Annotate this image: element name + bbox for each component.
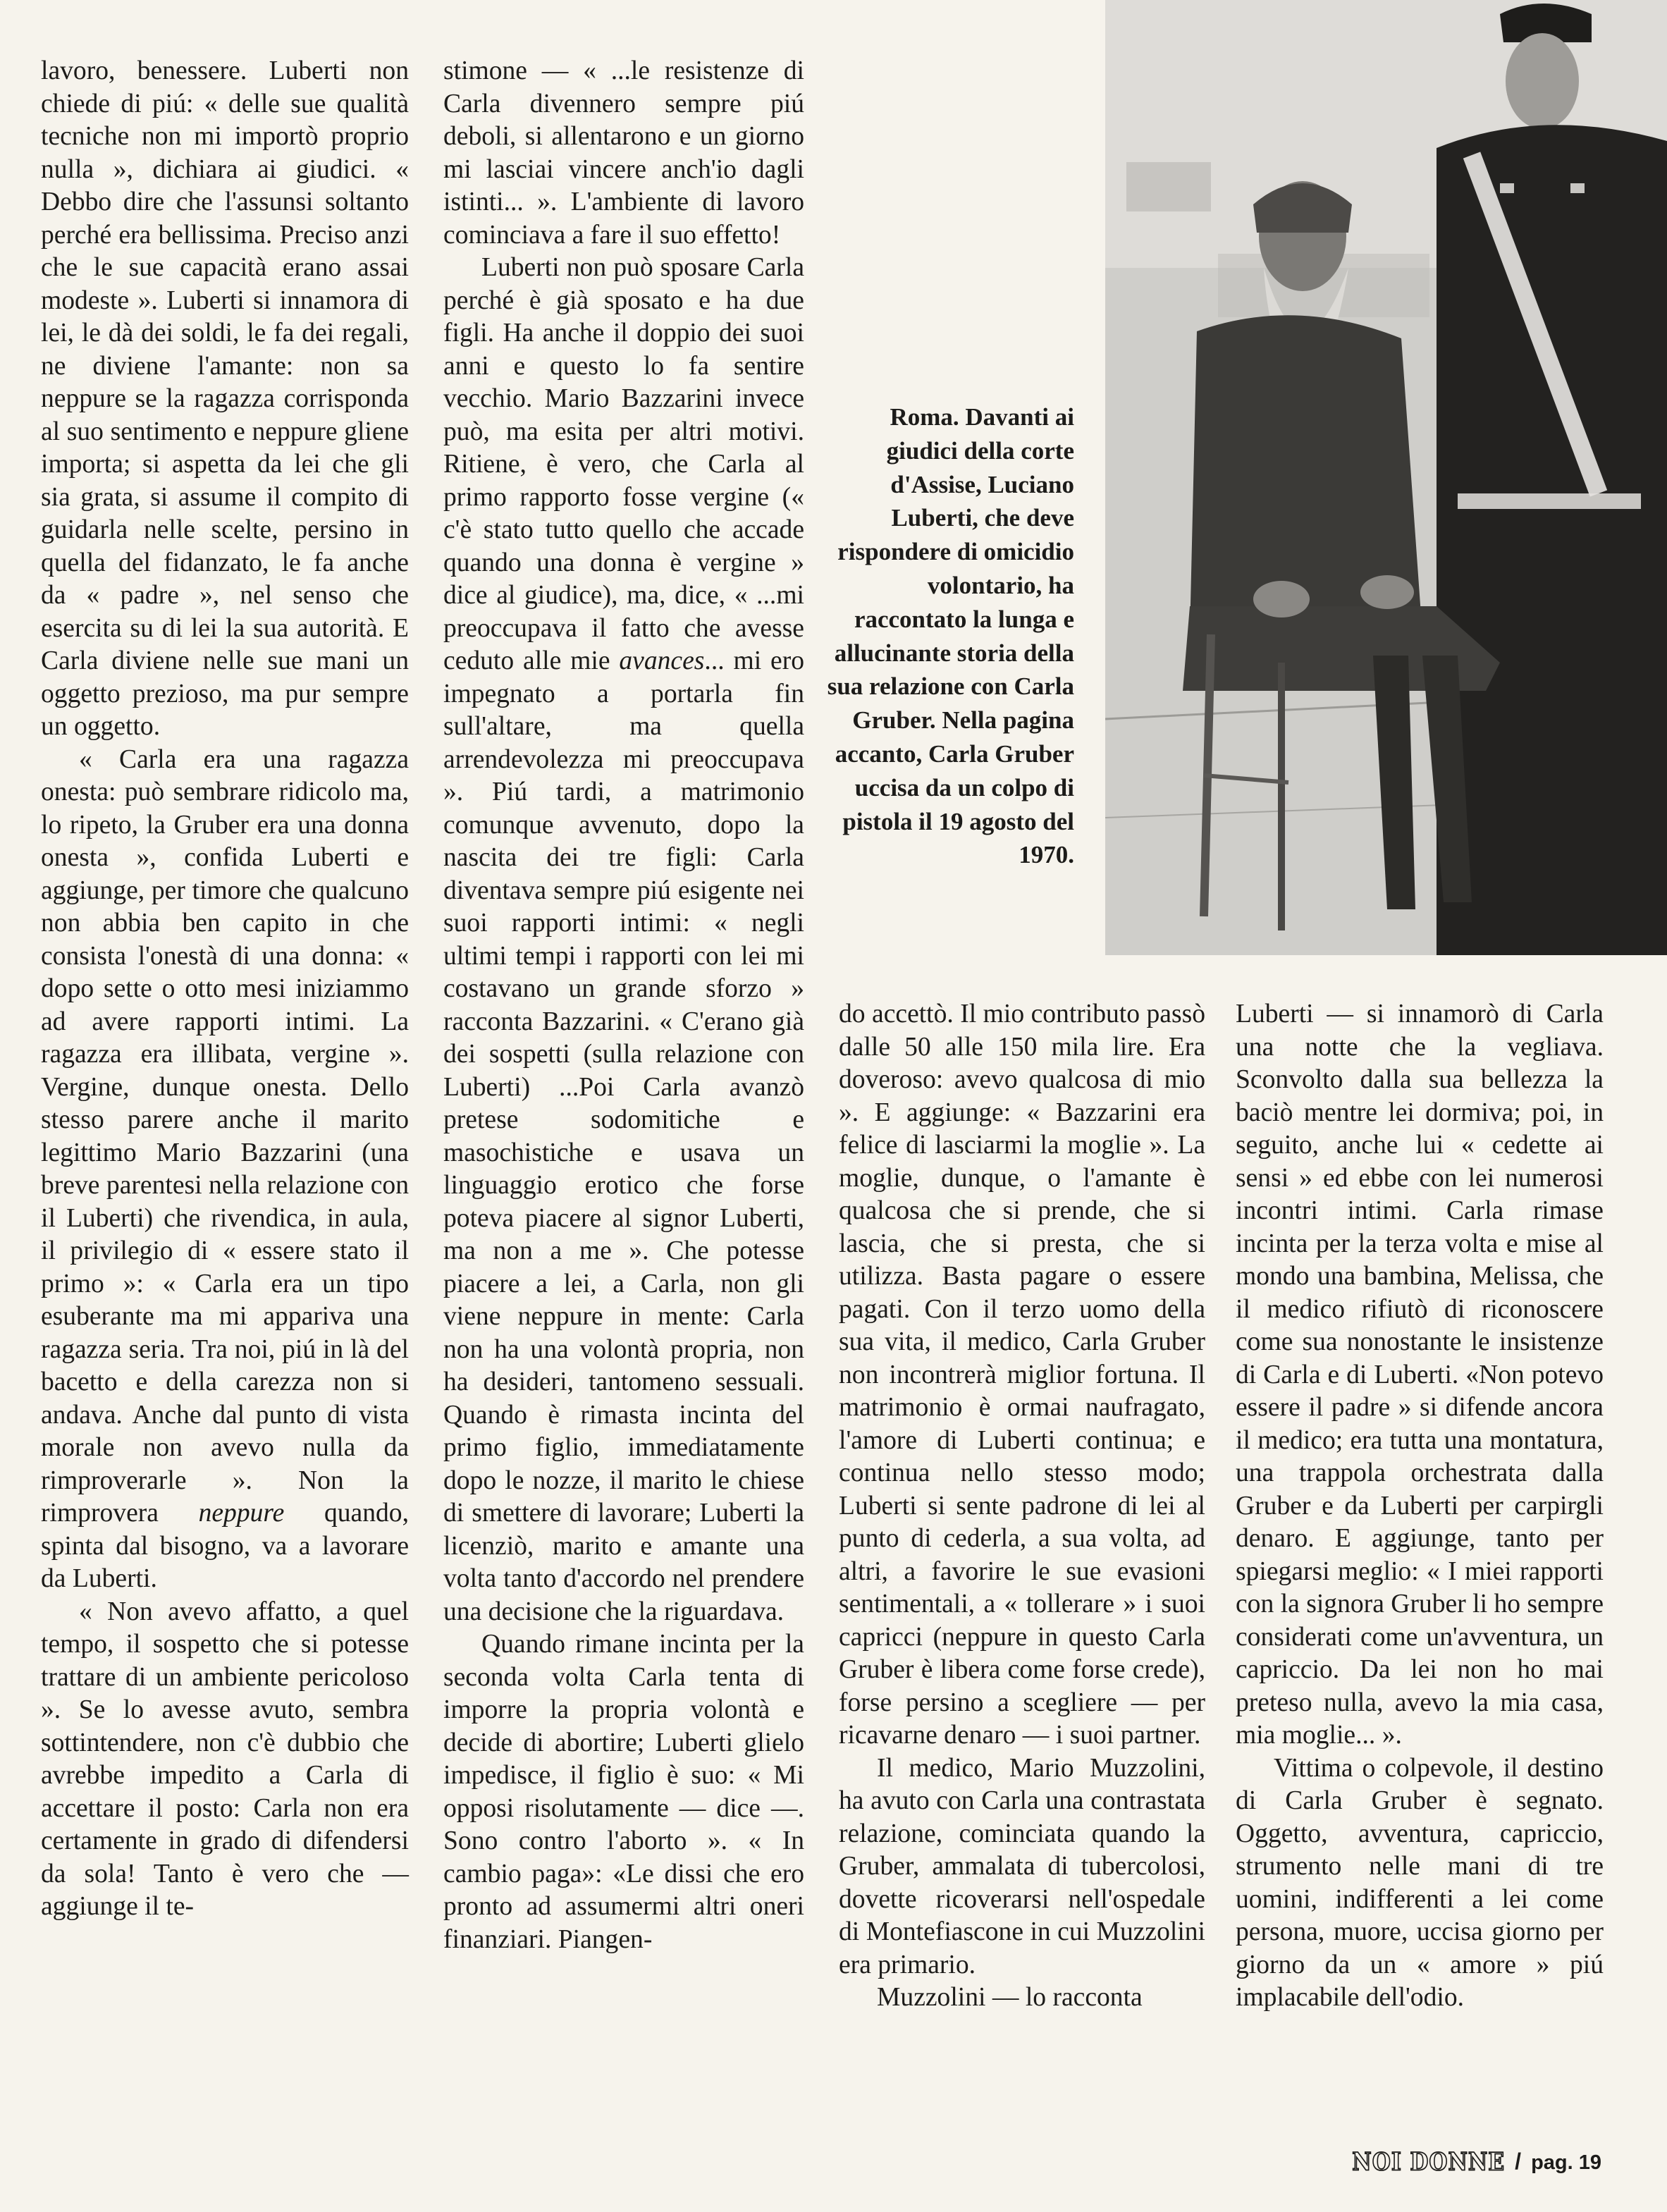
- paragraph: Luberti non può sposare Carla perché è già sposato e ha due figli. Ha anche il doppio dei suoi anni e questo lo fa sentire vecchio. Mario Bazzarini invece può, ma esita per altri motivi. Ritiene, è vero, che Carla al primo rapporto fosse vergine (« c'è stato tutto quello che accade quando una donna è vergine » dice al giudice), ma, dice, « ...mi preoccupava il fatto che avesse ceduto alle mie avances... mi ero impegnato a portarla fin sull'altare, ma quella arrendevolezza mi preoccupava ». Piú tardi, a matrimonio comunque avvenuto, dopo la nascita dei tre figli: Carla diventava sempre piú esigente nei suoi rapporti intimi: « negli ultimi tempi i rapporti con lei mi costavano un grande sforzo » racconta Bazzarini. « C'erano già dei sospetti (sulla relazione con Luberti) ...Poi Carla avanzò pretese sodomitiche e masochistiche e usava un linguaggio erotico che forse poteva piacere al signor Luberti, ma non a me ». Che potesse piacere a lei, a Carla, non gli viene neppure in mente: Carla non ha una volontà propria, non ha desideri, tantomeno sessuali. Quando è rimasta incinta del primo figlio, immediatamente dopo le nozze, il marito le chiese di smettere di lavorare; Luberti la licenziò, marito e amante una volta tanto d'accordo nel prendere una decisione che la riguardava.: [443, 253, 805, 1626]
- paragraph: stimone — « ...le resistenze di Carla divennero sempre piú deboli, si allentarono e un giorno mi lasciai vincere anch'io dagli istinti... ». L'ambiente di lavoro cominciava a fare il suo effetto!: [443, 56, 804, 250]
- paragraph: « Carla era una ragazza onesta: può sembrare ridicolo ma, lo ripeto, la Gruber era una donna onesta », confida Luberti e aggiunge, per timore che qualcuno non abbia ben capito in che consista l'onestà di una donna: « dopo sette o otto mesi iniziammo ad avere rapporti intimi. La ragazza era illibata, vergine ». Vergine, dunque onesta. Dello stesso parere anche il marito legittimo Mario Bazzarini (una breve parentesi nella relazione con il Luberti) che rivendica, in aula, il privilegio di « essere stato il primo »: « Carla era un tipo esuberante ma mi appariva una ragazza seria. Tra noi, piú in là del bacetto e della carezza non si andava. Anche dal punto di vista morale non avevo nulla da rimproverarle ». Non la rimprovera neppure quando, spinta dal bisogno, va a lavorare da Luberti.: [41, 744, 409, 1593]
- paragraph: Quando rimane incinta per la seconda volta Carla tenta di imporre la propria volontà e decide di abortire; Luberti glielo impedisce, il figlio è suo: « Mi opposi risolutamente — dice —. Sono contro l'aborto ». « In cambio paga»: «Le dissi che ero pronto ad assumermi altri oneri finanziari. Piangen-: [443, 1630, 804, 1954]
- article-column-2: [443, 55, 804, 1956]
- paragraph: Il medico, Mario Muzzolini, ha avuto con Carla una contrastata relazione, cominciata quando la Gruber, ammalata di tubercolosi, dovette ricoverarsi nell'ospedale di Montefiascone in cui Muzzolini era primario.: [839, 1753, 1205, 1979]
- page-footer: [1352, 2149, 1601, 2175]
- paragraph: « Non avevo affatto, a quel tempo, il sospetto che si potesse trattare di un ambiente pericoloso ». Se lo avesse avuto, sembra sottintendere, non c'è dubbio che avrebbe impedito a Carla di accettare il posto: Carla non era certamente in grado di difendersi da sola! Tanto è vero che — aggiunge il te-: [41, 1597, 409, 1921]
- article-column-1: [41, 55, 409, 1924]
- footer-separator: /: [1515, 2149, 1522, 2174]
- article-column-3: [839, 998, 1205, 2015]
- photo-caption: Roma. Davanti ai giudici della corte d'Assise, Luciano Luberti, che deve rispondere di omicidio volontario, ha raccontato la lunga e allucinante storia della sua relazione con Carla Gruber. Nella pagina accanto, Carla Gruber uccisa da un colpo di pistola il 19 agosto del 1970.: [827, 403, 1074, 869]
- paragraph: Muzzolini — lo racconta: [877, 1983, 1143, 2012]
- article-column-4: [1236, 998, 1604, 2015]
- magazine-logo: NOI DONNE: [1352, 2148, 1506, 2177]
- paragraph: do accettò. Il mio contributo passò dalle 50 alle 150 mila lire. Era doveroso: avevo qualcosa di mio ». E aggiunge: « Bazzarini era felice di lasciarmi la moglie ». La moglie, dunque, o l'amante è qualcosa che si prende, che si lascia, che si presta, che si utilizza. Basta pagare o essere pagati. Con il terzo uomo della sua vita, il medico, Carla Gruber non incontrerà miglior fortuna. Il matrimonio è ormai naufragato, l'amore di Luberti continua; e continua nello stesso modo; Luberti si sente padrone di lei al punto di cederla, a sua volta, ad altri, a favorire le sue evasioni sentimentali, a « tollerare » i suoi capricci (neppure in questo Carla Gruber è libera come forse crede), forse persino a scegliere — per ricavarne denaro — i suoi partner.: [839, 1000, 1205, 1750]
- paragraph: Luberti — si innamorò di Carla una notte che la vegliava. Sconvolto dalla sua bellezza la baciò mentre lei dormiva; poi, in seguito, anche lui « cedette ai sensi » ed ebbe con lei numerosi incontri intimi. Carla rimase incinta per la terza volta e mise al mondo una bambina, Melissa, che il medico rifiutò di riconoscere come sua nonostante le insistenze di Carla e di Luberti. «Non potevo essere il padre » si difende ancora il medico; era tutta una montatura, una trappola orchestrata dalla Gruber e da Luberti per carpirgli denaro. E aggiunge, tanto per spiegarsi meglio: « I miei rapporti con la signora Gruber li ho sempre considerati come un'avventura, un capriccio. Da lei non ho mai preteso nulla, avevo la mia casa, mia moglie... ».: [1236, 1000, 1604, 1750]
- paragraph: lavoro, benessere. Luberti non chiede di piú: « delle sue qualità tecniche non mi importò proprio nulla », dichiara ai giudici. « Debbo dire che l'assunsi soltanto perché era bellissima. Preciso anzi che le sue capacità erano assai modeste ». Luberti si innamora di lei, le dà dei soldi, le fa dei regali, ne diviene l'amante: non sa neppure se la ragazza corrisponda al suo sentimento e neppure gliene importa; si aspetta da lei che gli sia grata, si assume il compito di guidarla nelle scelte, persino in quella del fidanzato, le fa anche da « padre », nel senso che esercita su di lei la sua autorità. E Carla diviene nelle sue mani un oggetto prezioso, ma pur sempre un oggetto.: [41, 56, 409, 741]
- page-number: pag. 19: [1531, 2151, 1601, 2174]
- courtroom-photo: [1105, 0, 1667, 955]
- paragraph: Vittima o colpevole, il destino di Carla Gruber è segnato. Oggetto, avventura, capriccio, strumento nelle mani di tre uomini, indifferenti a lei come persona, muore, uccisa giorno per giorno da un « amore » piú implacabile dell'odio.: [1236, 1753, 1604, 2012]
